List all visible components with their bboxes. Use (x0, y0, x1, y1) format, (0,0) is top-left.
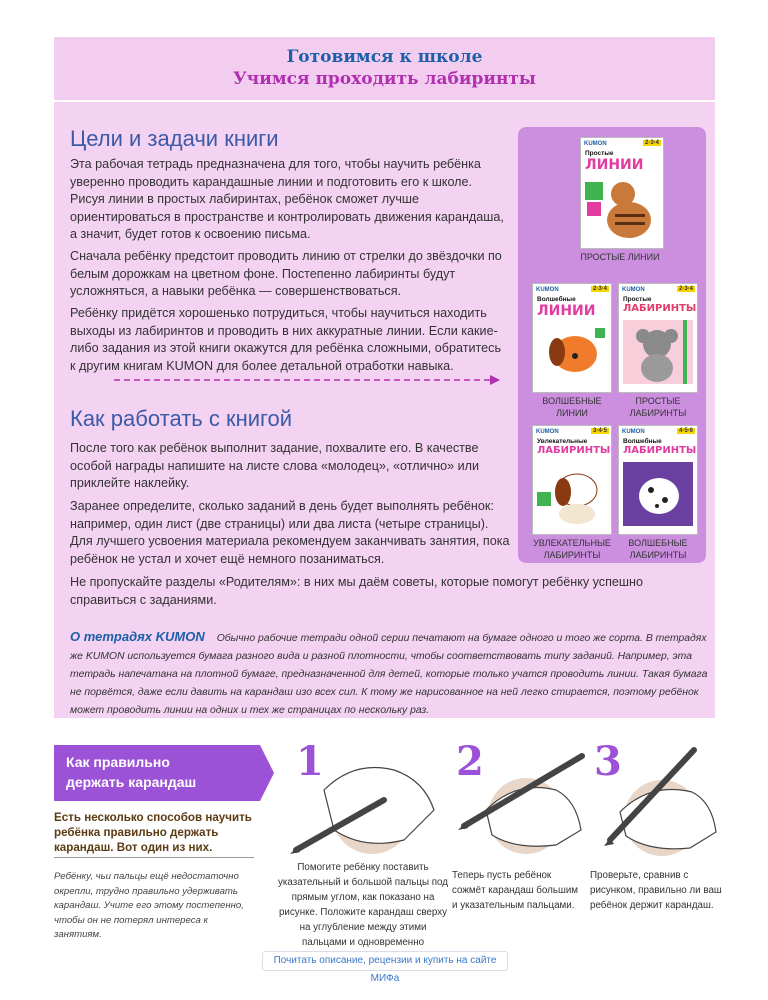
book-age: 2·3·4 (644, 140, 659, 146)
buy-link[interactable]: Почитать описание, рецензии и купить на сайте МИФа (262, 951, 508, 971)
header-title-1: Готовимся к школе (286, 47, 483, 67)
pencil-subtitle: Есть несколько способов научить ребёнка правильно держать карандаш. Вот один из них. (54, 811, 252, 854)
book-age: 2·3·4 (592, 286, 607, 292)
book-title-small: Простые (585, 150, 614, 157)
book-title-big: ЛАБИРИНТЫ (537, 445, 611, 456)
book-title-small: Волшебные (623, 438, 662, 445)
book-logo: KUMON (622, 429, 645, 435)
howto-title: Как работать с книгой (70, 406, 293, 431)
kumon-note-title: О тетрадях KUMON (70, 629, 205, 644)
step-number: 2 (456, 738, 484, 785)
book-title-small: Увлекательные (537, 438, 588, 445)
book-caption: ВОЛШЕБНЫЕ ЛАБИРИНТЫ (628, 538, 688, 560)
hand-step2-icon (456, 740, 596, 860)
pencil-note: Ребёнку, чьи пальцы ещё недостаточно окрепли, трудно правильно удерживать карандаш. Учите его этому постепенно, чтобы он не потерял интереса к занятиям. (54, 871, 244, 940)
book-age: 4·5·6 (678, 428, 693, 434)
book-title-big: ЛАБИРИНТЫ (623, 303, 697, 314)
book-age: 3·4·5 (592, 428, 607, 434)
book-title-small: Простые (623, 296, 652, 303)
book-cover (532, 283, 612, 393)
goals-paragraph-1: Эта рабочая тетрадь предназначена для того, чтобы научить ребёнка уверенно проводить карандашные линии и подготовить его к школе. Рисуя линии в простых лабиринтах, ребёнок сможет лучше ориентироваться в пространстве и контролировать движения карандаша, а значит, будет готов к освоению письма. (70, 157, 504, 242)
step-text: Помогите ребёнку поставить указательный и большой пальцы под прямым углом, как показано на рисунке. Положите карандаш сверху на углубление между этими пальцами и одновременно (278, 862, 448, 948)
book-logo: KUMON (536, 429, 559, 435)
step-number: 1 (296, 738, 324, 785)
ribbon-tip (260, 745, 274, 801)
header-title-2: Учимся проходить лабиринты (233, 69, 536, 89)
ribbon-line-2: держать карандаш (66, 774, 197, 790)
page-header (54, 37, 715, 100)
step-number: 3 (594, 738, 622, 785)
goals-paragraph-2: Сначала ребёнку предстоит проводить линию от стрелки до звёздочки по белым дорожкам на цветном фоне. Постепенно лабиринты будут усложняться, а навыки ребёнка — совершенствоваться. (70, 249, 502, 299)
book-logo: KUMON (536, 287, 559, 293)
puppy-illustration-icon (537, 462, 607, 526)
dalmatian-illustration-icon (623, 462, 693, 526)
book-cover (580, 137, 664, 249)
dashed-arrow (114, 374, 500, 386)
howto-paragraph-1: После того как ребёнок выполнит задание, похвалите его. В качестве особой награды напишите на листе слова «молодец», «отлично» или приклейте наклейку. (70, 441, 480, 491)
book-logo: KUMON (622, 287, 645, 293)
book-caption: ПРОСТЫЕ ЛАБИРИНТЫ (629, 396, 687, 418)
goals-title: Цели и задачи книги (70, 126, 279, 151)
book-age: 2·3·4 (678, 286, 693, 292)
step-text: Проверьте, сравнив с рисунком, правильно ли ваш ребёнок держит карандаш. (590, 870, 722, 911)
koala-illustration-icon (623, 320, 693, 384)
howto-paragraph-3: Не пропускайте разделы «Родителям»: в них мы даём советы, которые помогут ребёнку успешно справиться с заданиями. (70, 575, 643, 607)
book-cover (618, 425, 698, 535)
kumon-note-text: Обычно рабочие тетради одной серии печатают на бумаге одного и того же сорта. В тетрадях же KUMON используется бумага разного вида и разной плотности, чтобы соответствовать типу заданий. Например, эта тетрадь напечатана на плотной бумаге, предназначенной для детей, которые только учатся проводить линии. Такая бумага не порвётся, даже если давить на карандаш изо всех сил. К тому же нарисованное на ней легко стирается, поэтому ребёнок может проводить линии на одних и тех же страницах по нескольку раз. (70, 633, 708, 716)
hand-step3-icon (594, 740, 734, 860)
book-series-panel (518, 127, 706, 563)
divider (54, 857, 254, 858)
book-caption: УВЛЕКАТЕЛЬНЫЕ ЛАБИРИНТЫ (533, 538, 611, 560)
book-logo: KUMON (584, 141, 607, 147)
ribbon-line-1: Как правильно (66, 754, 170, 770)
book-cover (618, 283, 698, 393)
goals-paragraph-3: Ребёнку придётся хорошенько потрудиться, чтобы научиться находить выходы из лабиринтов и проводить в них аккуратные линии. Если какие-либо задания из этой книги окажутся для ребёнка сложными, обратитесь к другим книгам KUMON для более детальной отработки навыка. (70, 306, 502, 373)
book-caption: ВОЛШЕБНЫЕ ЛИНИИ (542, 396, 602, 418)
book-title-small: Волшебные (537, 296, 576, 303)
book-caption: ПРОСТЫЕ ЛИНИИ (580, 252, 660, 262)
cat-illustration-icon (585, 178, 659, 240)
hand-step1-icon (284, 730, 444, 860)
pencil-ribbon (54, 745, 260, 801)
step-text: Теперь пусть ребёнок сожмёт карандаш большим и указательным пальцами. (452, 870, 579, 911)
howto-paragraph-2: Заранее определите, сколько заданий в день будет выполнять ребёнок: например, один лист (две страницы) или два листа (четыре страницы). Для лучшего усвоения материала рекомендуем заканчивать занятия, пока ребёнок не устал и хочет ещё немного позаниматься. (70, 499, 510, 566)
book-cover (532, 425, 612, 535)
dog-illustration-icon (537, 324, 607, 384)
book-title-big: ЛИНИИ (537, 303, 596, 319)
book-title-big: ЛИНИИ (585, 157, 644, 173)
kumon-note (70, 628, 710, 720)
book-title-big: ЛАБИРИНТЫ (623, 445, 697, 456)
